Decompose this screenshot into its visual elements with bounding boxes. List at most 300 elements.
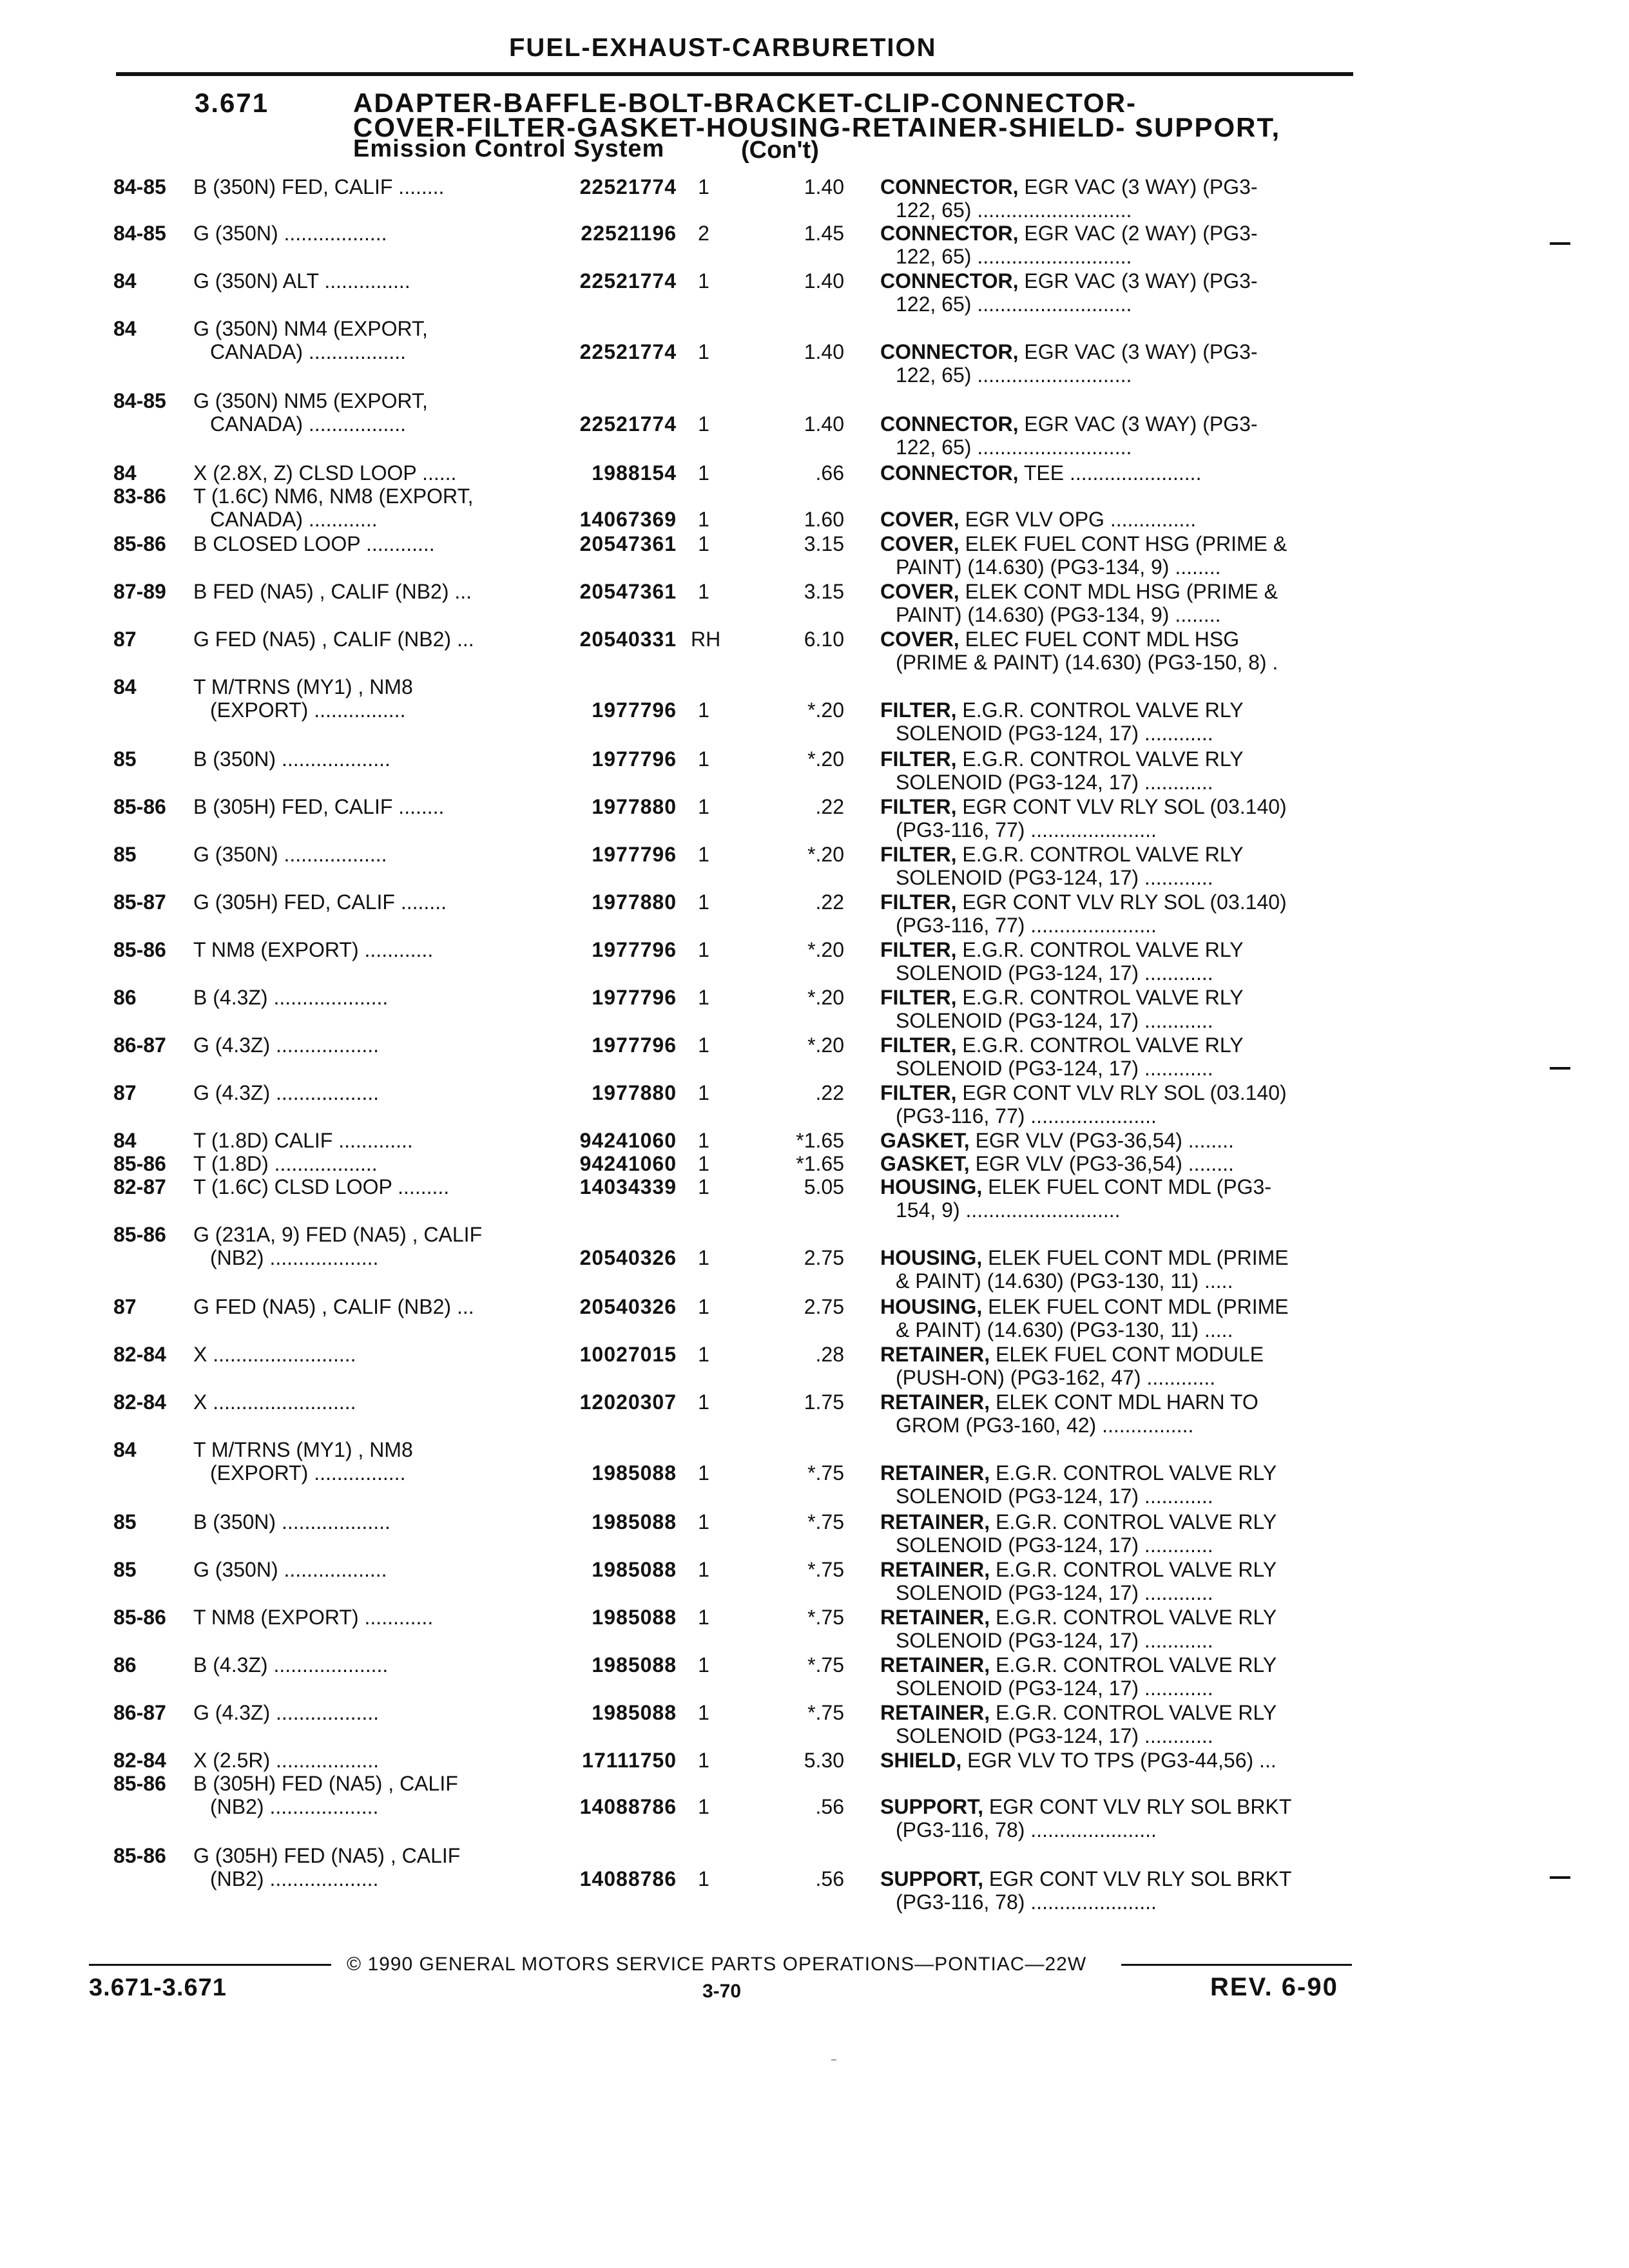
part-number: 22521774 [579,412,677,436]
application: B (305H) FED, CALIF ........ [193,795,445,818]
description-detail: EGR VAC (3 WAY) (PG3- [1018,269,1258,293]
part-number: 22521774 [579,175,677,198]
price: *.20 [807,747,844,771]
model-year: 85-86 [113,795,166,818]
price: 1.40 [804,340,844,363]
model-year: 82-84 [113,1343,166,1366]
application: T (1.8D) CALIF ............. [193,1129,413,1152]
application: X (2.8X, Z) CLSD LOOP ...... [193,461,457,485]
part-number: 14034339 [579,1175,677,1198]
model-year: 87 [113,628,137,651]
quantity: 1 [698,269,709,293]
description [880,340,1258,363]
description [880,1246,1289,1269]
description-detail: EGR VAC (3 WAY) (PG3- [1018,412,1258,436]
price: 1.75 [804,1390,844,1414]
description-detail: ELEK FUEL CONT MDL (PRIME [982,1246,1289,1269]
part-number: 1977796 [592,747,677,771]
description [880,1390,1258,1414]
description-detail: E.G.R. CONTROL VALVE RLY [956,698,1244,722]
description-cont: GROM (PG3-160, 42) ................ [896,1414,1194,1437]
part-number: 1985088 [592,1653,677,1677]
application: G (4.3Z) .................. [193,1701,380,1724]
description-noun: FILTER, [880,698,957,722]
description-cont: (PG3-116, 77) ...................... [896,1104,1157,1128]
description-cont: SOLENOID (PG3-124, 17) ............ [896,1677,1213,1700]
part-number: 1977880 [592,890,677,914]
price: .66 [815,461,844,485]
description-noun: HOUSING, [880,1295,983,1318]
application-cont: (NB2) ................... [210,1246,379,1269]
model-year: 87 [113,1295,137,1318]
description [880,1461,1277,1485]
model-year: 84 [113,269,137,293]
part-number: 1985088 [592,1701,677,1724]
scan-speck [831,2059,836,2061]
part-number: 94241060 [579,1152,677,1175]
quantity: 1 [698,1390,709,1414]
description-detail: EGR VLV OPG ............... [959,508,1197,531]
application: G (4.3Z) .................. [193,1081,380,1104]
application: G (350N) NM4 (EXPORT, [193,317,428,340]
price: *.75 [807,1558,844,1581]
quantity: 1 [698,1295,709,1318]
model-year: 85 [113,747,137,771]
description-cont: SOLENOID (PG3-124, 17) ............ [896,1057,1213,1080]
description-detail: ELEK FUEL CONT MODULE [990,1343,1264,1366]
description-detail: EGR VLV (PG3-36,54) ........ [969,1152,1234,1175]
model-year: 85-86 [113,1772,166,1795]
description-detail: TEE ....................... [1018,461,1202,485]
application: T (1.6C) CLSD LOOP ......... [193,1175,450,1198]
quantity: 1 [698,1606,709,1629]
model-year: 85-86 [113,1844,166,1867]
part-number: 1977796 [592,843,677,866]
part-number: 20540326 [579,1246,677,1269]
application: B (350N) ................... [193,1510,390,1533]
price: .22 [815,1081,844,1104]
model-year: 85-86 [113,1152,166,1175]
application: G (4.3Z) .................. [193,1033,380,1057]
price: 2.75 [804,1246,844,1269]
part-number: 22521196 [581,222,677,245]
model-year: 87 [113,1081,137,1104]
description-detail: ELEK CONT MDL HARN TO [990,1390,1258,1414]
description-noun: COVER, [880,580,959,603]
description-detail: E.G.R. CONTROL VALVE RLY [956,843,1244,866]
footer-rule-right [1121,1964,1352,1966]
description-cont: 122, 65) ........................... [896,245,1132,268]
description-cont: 122, 65) ........................... [896,293,1132,316]
part-number: 20540331 [579,628,677,651]
model-year: 84-85 [113,389,166,412]
application-cont: CANADA) ................. [210,412,407,436]
description-cont: PAINT) (14.630) (PG3-134, 9) ........ [896,555,1221,579]
description [880,843,1244,866]
application: G (350N) ALT ............... [193,269,410,293]
application: G FED (NA5) , CALIF (NB2) ... [193,628,474,651]
description-detail: EGR VAC (3 WAY) (PG3- [1018,175,1258,198]
footer-copyright: © 1990 GENERAL MOTORS SERVICE PARTS OPERATIONS—PONTIAC—22W [347,1954,1087,1975]
part-number: 22521774 [579,269,677,293]
description-detail: E.G.R. CONTROL VALVE RLY [956,1033,1244,1057]
quantity: RH [691,628,721,651]
part-number: 1977796 [592,1033,677,1057]
footer-rule-left [89,1964,331,1966]
description [880,1653,1277,1677]
model-year: 84 [113,1129,137,1152]
description-cont: PAINT) (14.630) (PG3-134, 9) ........ [896,603,1221,626]
description [880,580,1278,603]
description-cont: & PAINT) (14.630) (PG3-130, 11) ..... [896,1318,1233,1341]
description-noun: SHIELD, [880,1749,962,1772]
model-year: 84-85 [113,222,166,245]
description-noun: CONNECTOR, [880,222,1019,245]
price: 1.40 [804,175,844,198]
model-year: 85-86 [113,532,166,555]
description-noun: RETAINER, [880,1701,990,1724]
application-cont: (NB2) ................... [210,1795,379,1818]
description [880,1606,1277,1629]
price: *.20 [807,843,844,866]
price: *1.65 [796,1152,844,1175]
description [880,1295,1289,1318]
part-number: 20540326 [579,1295,677,1318]
description-noun: RETAINER, [880,1558,990,1581]
description-noun: CONNECTOR, [880,461,1019,485]
quantity: 1 [698,461,709,485]
description [880,1701,1277,1724]
description-cont: 122, 65) ........................... [896,198,1132,222]
description-noun: SUPPORT, [880,1867,984,1890]
part-number: 1977880 [592,1081,677,1104]
description-noun: COVER, [880,508,959,531]
description-noun: FILTER, [880,1081,957,1104]
margin-mark [1550,1876,1570,1879]
description-cont: SOLENOID (PG3-124, 17) ............ [896,1533,1213,1557]
model-year: 85-86 [113,1223,166,1246]
application: B (350N) ................... [193,747,390,771]
description-detail: E.G.R. CONTROL VALVE RLY [990,1606,1277,1629]
model-year: 85 [113,1558,137,1581]
header-title-text: FUEL-EXHAUST-CARBURETION [509,34,937,62]
part-number: 14088786 [579,1795,677,1818]
description-detail: EGR VLV (PG3-36,54) ........ [969,1129,1234,1152]
description [880,508,1196,531]
quantity: 1 [698,532,709,555]
description-cont: & PAINT) (14.630) (PG3-130, 11) ..... [896,1269,1233,1293]
quantity: 1 [698,340,709,363]
description [880,986,1244,1009]
price: *.75 [807,1653,844,1677]
margin-mark [1550,1067,1570,1070]
model-year: 86 [113,986,137,1009]
quantity: 1 [698,175,709,198]
model-year: 84 [113,675,137,698]
price: 1.40 [804,412,844,436]
price: 3.15 [804,532,844,555]
description-noun: FILTER, [880,747,957,771]
description-detail: E.G.R. CONTROL VALVE RLY [990,1461,1277,1485]
quantity: 1 [698,1152,709,1175]
description-cont: SOLENOID (PG3-124, 17) ............ [896,1724,1213,1747]
price: *.20 [807,938,844,961]
description-cont: SOLENOID (PG3-124, 17) ............ [896,1629,1213,1652]
section-number: 3.671 [195,88,269,118]
section-subtitle: Emission Control System [353,135,665,162]
price: 2.75 [804,1295,844,1318]
application-cont: CANADA) ................. [210,340,407,363]
part-number: 20547361 [579,532,677,555]
model-year: 84-85 [113,175,166,198]
description [880,1749,1277,1772]
price: *.20 [807,698,844,722]
quantity: 1 [698,1558,709,1581]
description-noun: RETAINER, [880,1343,990,1366]
description-noun: COVER, [880,628,959,651]
model-year: 85-87 [113,890,166,914]
description [880,1795,1291,1818]
part-number: 1988154 [592,461,677,485]
application: B (4.3Z) .................... [193,1653,389,1677]
section-continued: (Con't) [741,137,819,164]
description-noun: COVER, [880,532,959,555]
description-detail: E.G.R. CONTROL VALVE RLY [956,938,1244,961]
quantity: 1 [698,1246,709,1269]
description-noun: HOUSING, [880,1175,983,1198]
description-noun: FILTER, [880,986,957,1009]
price: 3.15 [804,580,844,603]
model-year: 85-86 [113,1606,166,1629]
model-year: 85 [113,843,137,866]
part-number: 17111750 [582,1749,677,1772]
application: G (305H) FED (NA5) , CALIF [193,1844,461,1867]
description-noun: GASKET, [880,1152,970,1175]
description [880,890,1287,914]
description-noun: FILTER, [880,938,957,961]
description-detail: ELEK FUEL CONT HSG (PRIME & [959,532,1287,555]
description-detail: ELEK FUEL CONT MDL (PRIME [982,1295,1289,1318]
description [880,1175,1271,1198]
description [880,269,1258,293]
application-cont: (EXPORT) ................ [210,1461,406,1485]
application: G (350N) NM5 (EXPORT, [193,389,428,412]
part-number: 1985088 [592,1461,677,1485]
price: *.75 [807,1510,844,1533]
quantity: 1 [698,698,709,722]
description [880,532,1287,555]
description-noun: RETAINER, [880,1461,990,1485]
description-cont: (PUSH-ON) (PG3-162, 47) ............ [896,1366,1216,1389]
description [880,175,1258,198]
price: .56 [815,1867,844,1890]
description [880,698,1244,722]
quantity: 2 [698,222,709,245]
description-cont: SOLENOID (PG3-124, 17) ............ [896,771,1213,794]
quantity: 1 [698,412,709,436]
description-detail: EGR CONT VLV RLY SOL (03.140) [956,1081,1287,1104]
price: *.75 [807,1701,844,1724]
part-number: 94241060 [579,1129,677,1152]
model-year: 87-89 [113,580,166,603]
application: G (305H) FED, CALIF ........ [193,890,447,914]
price: 6.10 [804,628,844,651]
price: .56 [815,1795,844,1818]
description-detail: EGR CONT VLV RLY SOL (03.140) [956,795,1287,818]
description-noun: RETAINER, [880,1510,990,1533]
description-cont: (PG3-116, 78) ...................... [896,1818,1157,1841]
description-detail: EGR VLV TO TPS (PG3-44,56) ... [961,1749,1277,1772]
footer-page-number: 3-70 [702,1981,742,2002]
description-cont: SOLENOID (PG3-124, 17) ............ [896,1581,1213,1604]
description-detail: E.G.R. CONTROL VALVE RLY [990,1653,1277,1677]
description-noun: FILTER, [880,843,957,866]
part-number: 1977796 [592,698,677,722]
description [880,938,1244,961]
price: *1.65 [796,1129,844,1152]
description-cont: (PRIME & PAINT) (14.630) (PG3-150, 8) . [896,651,1278,674]
margin-mark [1550,242,1570,245]
application: G (350N) .................. [193,1558,387,1581]
description-detail: E.G.R. CONTROL VALVE RLY [990,1701,1277,1724]
part-number: 1985088 [592,1558,677,1581]
model-year: 85 [113,1510,137,1533]
description-detail: EGR CONT VLV RLY SOL BRKT [983,1795,1292,1818]
model-year: 82-84 [113,1390,166,1414]
application: G (350N) .................. [193,222,387,245]
price: *.20 [807,986,844,1009]
description-noun: CONNECTOR, [880,269,1019,293]
part-number: 1977796 [592,938,677,961]
part-number: 1985088 [592,1510,677,1533]
part-number: 10027015 [579,1343,677,1366]
price: .22 [815,795,844,818]
description-noun: RETAINER, [880,1606,990,1629]
application: X ......................... [193,1343,356,1366]
description [880,795,1287,818]
quantity: 1 [698,1653,709,1677]
quantity: 1 [698,1081,709,1104]
quantity: 1 [698,986,709,1009]
part-number: 14067369 [579,508,677,531]
quantity: 1 [698,1461,709,1485]
description [880,1867,1291,1890]
price: *.75 [807,1606,844,1629]
description-cont: (PG3-116, 78) ...................... [896,1890,1157,1914]
quantity: 1 [698,795,709,818]
description-detail: EGR VAC (3 WAY) (PG3- [1018,340,1258,363]
description-noun: RETAINER, [880,1653,990,1677]
description-cont: 122, 65) ........................... [896,363,1132,387]
application-cont: CANADA) ............ [210,508,378,531]
application: T NM8 (EXPORT) ............ [193,1606,434,1629]
description-noun: FILTER, [880,1033,957,1057]
quantity: 1 [698,1867,709,1890]
description [880,1343,1264,1366]
quantity: 1 [698,1033,709,1057]
price: *.20 [807,1033,844,1057]
model-year: 82-84 [113,1749,166,1772]
application: X ......................... [193,1390,356,1414]
part-number: 20547361 [579,580,677,603]
description-cont: 154, 9) ........................... [896,1198,1121,1222]
description [880,1152,1234,1175]
section-title-line-1: ADAPTER-BAFFLE-BOLT-BRACKET-CLIP-CONNECTOR- [353,88,1137,118]
description-detail: EGR CONT VLV RLY SOL (03.140) [956,890,1287,914]
description-cont: (PG3-116, 77) ...................... [896,818,1157,841]
part-number: 12020307 [579,1390,677,1414]
quantity: 1 [698,747,709,771]
application: B (350N) FED, CALIF ........ [193,175,445,198]
description-detail: ELEK FUEL CONT MDL (PG3- [982,1175,1271,1198]
model-year: 82-87 [113,1175,166,1198]
part-number: 1977796 [592,986,677,1009]
quantity: 1 [698,843,709,866]
model-year: 86-87 [113,1033,166,1057]
description [880,1558,1277,1581]
application: T (1.6C) NM6, NM8 (EXPORT, [193,485,474,508]
application-cont: (EXPORT) ................ [210,698,406,722]
application: B (305H) FED (NA5) , CALIF [193,1772,458,1795]
section-title-line-2: COVER-FILTER-GASKET-HOUSING-RETAINER-SHIELD- SUPPORT, [353,112,1281,142]
description-cont: SOLENOID (PG3-124, 17) ............ [896,866,1213,889]
description [880,461,1201,485]
description-cont: SOLENOID (PG3-124, 17) ............ [896,722,1213,745]
description-detail: E.G.R. CONTROL VALVE RLY [956,986,1244,1009]
quantity: 1 [698,1129,709,1152]
price: .22 [815,890,844,914]
application: B (4.3Z) .................... [193,986,389,1009]
description [880,1033,1244,1057]
application: X (2.5R) .................. [193,1749,380,1772]
model-year: 85-86 [113,938,166,961]
description-noun: RETAINER, [880,1390,990,1414]
price: 1.60 [804,508,844,531]
description-noun: FILTER, [880,795,957,818]
description [880,412,1258,436]
application: B FED (NA5) , CALIF (NB2) ... [193,580,472,603]
part-number: 14088786 [579,1867,677,1890]
description [880,628,1239,651]
quantity: 1 [698,1701,709,1724]
price: 1.45 [804,222,844,245]
description-detail: E.G.R. CONTROL VALVE RLY [956,747,1244,771]
description-noun: FILTER, [880,890,957,914]
description-noun: CONNECTOR, [880,412,1019,436]
description [880,1081,1287,1104]
model-year: 86-87 [113,1701,166,1724]
description [880,222,1258,245]
model-year: 84 [113,317,137,340]
description [880,1510,1277,1533]
model-year: 84 [113,1438,137,1461]
price: 5.30 [804,1749,844,1772]
quantity: 1 [698,1510,709,1533]
model-year: 84 [113,461,137,485]
description-cont: 122, 65) ........................... [896,436,1132,459]
application: G (350N) .................. [193,843,387,866]
quantity: 1 [698,1749,709,1772]
footer-revision: REV. 6-90 [1210,1973,1338,2001]
price: .28 [815,1343,844,1366]
quantity: 1 [698,1795,709,1818]
description-detail: ELEK CONT MDL HSG (PRIME & [959,580,1278,603]
application: T M/TRNS (MY1) , NM8 [193,675,413,698]
price: 5.05 [804,1175,844,1198]
application-cont: (NB2) ................... [210,1867,379,1890]
price: *.75 [807,1461,844,1485]
price: 1.40 [804,269,844,293]
